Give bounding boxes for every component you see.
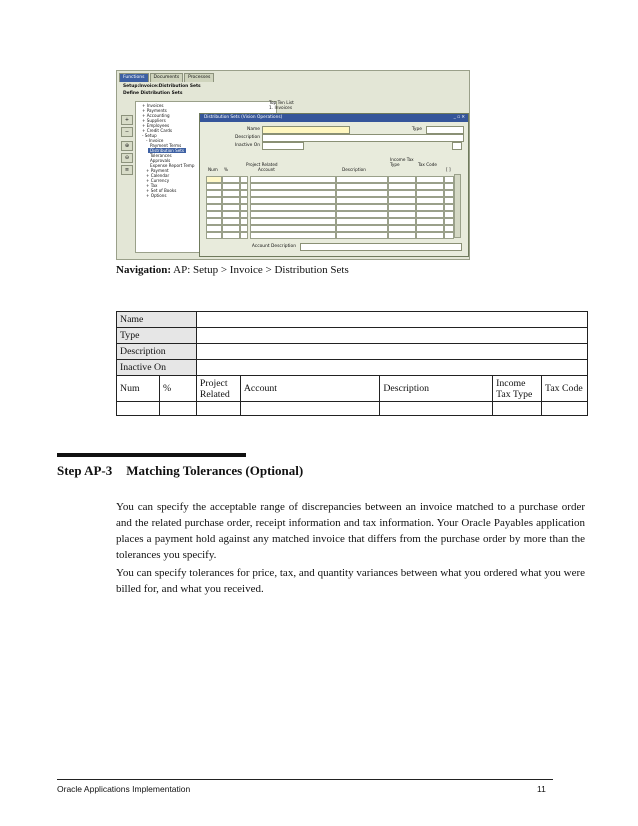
tree-item[interactable]: + Payment [146, 168, 169, 173]
tree-item[interactable]: + Currency [146, 178, 170, 183]
navigator-breadcrumb: Setup:Invoice:Distribution Sets [123, 84, 201, 89]
section-divider-bar [57, 453, 246, 457]
grid-header-num: Num [208, 167, 218, 172]
grid-cell[interactable] [416, 204, 444, 211]
grid-cell[interactable] [444, 225, 454, 232]
step-heading [57, 463, 317, 479]
tree-item[interactable]: + Set of Books [146, 188, 177, 193]
grid-cell[interactable] [222, 204, 240, 211]
name-label: Name [247, 127, 260, 132]
grid-cell[interactable] [206, 204, 222, 211]
navigator-screenshot [116, 70, 470, 260]
tree-item[interactable]: Tolerances [150, 153, 172, 158]
account-description-field[interactable] [300, 243, 462, 251]
navigator-heading: Define Distribution Sets [123, 91, 183, 96]
grid-cell[interactable] [336, 204, 388, 211]
tab-processes[interactable]: Processes [184, 73, 214, 82]
name-cell: Name [117, 312, 197, 328]
grid-cell[interactable] [240, 232, 248, 239]
tree-item[interactable]: + Accounting [142, 113, 170, 118]
tree-item-selected[interactable]: Distribution Sets [150, 148, 185, 153]
top-ten-label: Top Ten List [269, 101, 294, 106]
grid-cell[interactable] [222, 176, 240, 183]
grid-cell[interactable] [206, 197, 222, 204]
empty-cell [493, 402, 542, 416]
grid-cell[interactable] [206, 211, 222, 218]
flex-field[interactable] [452, 142, 462, 150]
grid-cell[interactable] [388, 211, 416, 218]
grid-cell[interactable] [206, 218, 222, 225]
expand-all-icon[interactable]: ⊕ [121, 141, 133, 151]
open-icon[interactable]: ≡ [121, 165, 133, 175]
tab-documents[interactable]: Documents [150, 73, 184, 82]
grid-cell[interactable] [336, 190, 388, 197]
grid-cell[interactable] [250, 232, 336, 239]
tree-item[interactable]: + Credit Cards [142, 128, 173, 133]
grid-cell[interactable] [240, 197, 248, 204]
grid-header-bracket: [ ] [446, 167, 451, 172]
tree-item[interactable]: + Suppliers [142, 118, 166, 123]
type-cell: Type [117, 328, 197, 344]
table-row [117, 360, 588, 376]
tree-item[interactable]: Approvals [150, 158, 171, 163]
grid-cell[interactable] [444, 197, 454, 204]
inactive-on-field[interactable] [262, 142, 304, 150]
grid-cell[interactable] [240, 211, 248, 218]
grid-cell[interactable] [206, 232, 222, 239]
grid-cell[interactable] [388, 232, 416, 239]
grid-cell[interactable] [206, 225, 222, 232]
step-number: Step AP-3 [57, 463, 113, 478]
grid-cell[interactable] [240, 176, 248, 183]
grid-cell[interactable] [222, 225, 240, 232]
header-pct: % [159, 376, 196, 402]
grid-cell[interactable] [206, 183, 222, 190]
grid-cell[interactable] [388, 197, 416, 204]
page-number: 11 [537, 784, 546, 794]
grid-cell[interactable] [222, 232, 240, 239]
distribution-sets-window [199, 113, 469, 257]
grid-cell[interactable] [250, 211, 336, 218]
table-row [117, 402, 588, 416]
grid-cell[interactable] [250, 190, 336, 197]
tree-item[interactable]: + Tax [146, 183, 158, 188]
grid-cell[interactable] [222, 211, 240, 218]
description-label: Description [234, 135, 260, 140]
collapse-icon[interactable]: − [121, 127, 133, 137]
name-value-cell [196, 312, 587, 328]
grid-cell[interactable] [416, 232, 444, 239]
grid-cell[interactable] [250, 225, 336, 232]
grid-cell[interactable] [444, 232, 454, 239]
tree-item[interactable]: + Invoices [142, 103, 164, 108]
grid-cell[interactable] [416, 225, 444, 232]
empty-cell [117, 402, 160, 416]
grid-cell[interactable] [336, 225, 388, 232]
grid-cell[interactable] [206, 176, 222, 183]
top-ten-item[interactable]: 1. Invoices [269, 106, 293, 112]
distribution-set-fields-table [116, 311, 588, 416]
grid-cell[interactable] [416, 190, 444, 197]
grid-scrollbar[interactable] [454, 174, 461, 238]
name-field[interactable] [262, 126, 350, 134]
footer-title: Oracle Applications Implementation [57, 784, 191, 794]
tree-item[interactable]: - Invoice [146, 138, 164, 143]
empty-cell [380, 402, 493, 416]
grid-cell[interactable] [444, 176, 454, 183]
grid-cell[interactable] [388, 183, 416, 190]
expand-icon[interactable]: + [121, 115, 133, 125]
description-value-cell [196, 344, 587, 360]
grid-cell[interactable] [206, 190, 222, 197]
grid-header-income-tax-type: Income Tax Type [390, 157, 414, 167]
grid-cell[interactable] [388, 176, 416, 183]
paragraph-tolerances-intro: You can specify the acceptable range of discrepancies between an invoice matched to a purchase order and the related purchase order, receipt information and tax information. Your Oracle Payables application places a payment hold against any matched invoice that differs from the purchase order by more than the tolerances you specify. [116, 501, 585, 561]
navigator-tabs [119, 73, 215, 81]
grid-cell[interactable] [240, 190, 248, 197]
grid-cell[interactable] [444, 183, 454, 190]
footer-rule [57, 779, 553, 780]
table-row [117, 344, 588, 360]
type-value-cell [196, 328, 587, 344]
description-field[interactable] [262, 134, 464, 142]
grid-cell[interactable] [250, 218, 336, 225]
paragraph-tolerances-types: You can specify tolerances for price, tax, and quantity variances between what you ordered what you were billed for, and what you received. [116, 567, 585, 595]
grid-cell[interactable] [222, 183, 240, 190]
grid-cell[interactable] [336, 232, 388, 239]
description-cell: Description [117, 344, 197, 360]
grid-cell[interactable] [336, 183, 388, 190]
header-income-tax-type: Income Tax Type [493, 376, 542, 402]
grid-cell[interactable] [336, 176, 388, 183]
tree-item[interactable]: + Calendar [146, 173, 170, 178]
tab-functions[interactable]: Functions [119, 73, 149, 82]
inactive-on-cell: Inactive On [117, 360, 197, 376]
navigation-path: AP: Setup > Invoice > Distribution Sets [173, 264, 349, 276]
grid-header-description: Description [342, 167, 366, 172]
header-description: Description [380, 376, 493, 402]
tree-item[interactable]: + Employees [142, 123, 170, 128]
grid-header-project-related: Project Related [246, 162, 278, 167]
grid-cell[interactable] [416, 176, 444, 183]
tree-item[interactable]: + Options [146, 193, 167, 198]
grid-cell[interactable] [388, 225, 416, 232]
header-project-related: Project Related [196, 376, 240, 402]
grid-cell[interactable] [388, 190, 416, 197]
table-header-row [117, 376, 588, 402]
empty-cell [240, 402, 380, 416]
grid-cell[interactable] [416, 218, 444, 225]
grid-cell[interactable] [336, 211, 388, 218]
grid-cell[interactable] [250, 176, 336, 183]
type-label: Type [411, 127, 422, 132]
empty-cell [542, 402, 588, 416]
top-ten-list [269, 101, 294, 111]
grid-cell[interactable] [240, 183, 248, 190]
tree-item[interactable]: Payment Terms [150, 143, 182, 148]
window-title: Distribution Sets (Vision Operations) [204, 115, 283, 120]
header-tax-code: Tax Code [542, 376, 588, 402]
window-titlebar[interactable] [200, 114, 468, 122]
grid-header-account: Account [258, 167, 275, 172]
tree-item[interactable]: - Setup [142, 133, 157, 138]
navigation-line [116, 264, 349, 276]
grid-cell[interactable] [222, 190, 240, 197]
grid-cell[interactable] [444, 190, 454, 197]
grid-cell[interactable] [336, 197, 388, 204]
grid-cell[interactable] [250, 204, 336, 211]
window-controls-icon[interactable]: _ ▫ ✕ [453, 115, 465, 120]
grid-cell[interactable] [240, 218, 248, 225]
grid-cell[interactable] [388, 204, 416, 211]
inactive-on-label: Inactive On [234, 143, 260, 148]
empty-cell [159, 402, 196, 416]
grid-cell[interactable] [444, 218, 454, 225]
grid-cell[interactable] [222, 197, 240, 204]
grid-cell[interactable] [336, 218, 388, 225]
grid-cell[interactable] [250, 197, 336, 204]
grid-header-tax-code: Tax Code [418, 162, 437, 167]
grid-cell[interactable] [416, 197, 444, 204]
grid-cell[interactable] [240, 225, 248, 232]
collapse-all-icon[interactable]: ⊖ [121, 153, 133, 163]
empty-cell [196, 402, 240, 416]
grid-header-pct: % [224, 167, 228, 172]
tree-item[interactable]: + Payments [142, 108, 167, 113]
grid-cell[interactable] [416, 211, 444, 218]
header-num: Num [117, 376, 160, 402]
grid-cell[interactable] [444, 204, 454, 211]
grid-cell[interactable] [416, 183, 444, 190]
inactive-on-value-cell [196, 360, 587, 376]
type-field[interactable] [426, 126, 464, 134]
grid-cell[interactable] [222, 218, 240, 225]
grid-cell[interactable] [250, 183, 336, 190]
grid-cell[interactable] [240, 204, 248, 211]
tree-item[interactable]: Expense Report Temp [150, 163, 195, 168]
header-account: Account [240, 376, 380, 402]
account-description-label: Account Description [251, 244, 296, 249]
grid-cell[interactable] [444, 211, 454, 218]
grid-cell[interactable] [388, 218, 416, 225]
table-row [117, 328, 588, 344]
navigation-label: Navigation: [116, 264, 171, 276]
step-title: Matching Tolerances (Optional) [126, 463, 304, 478]
table-row [117, 312, 588, 328]
